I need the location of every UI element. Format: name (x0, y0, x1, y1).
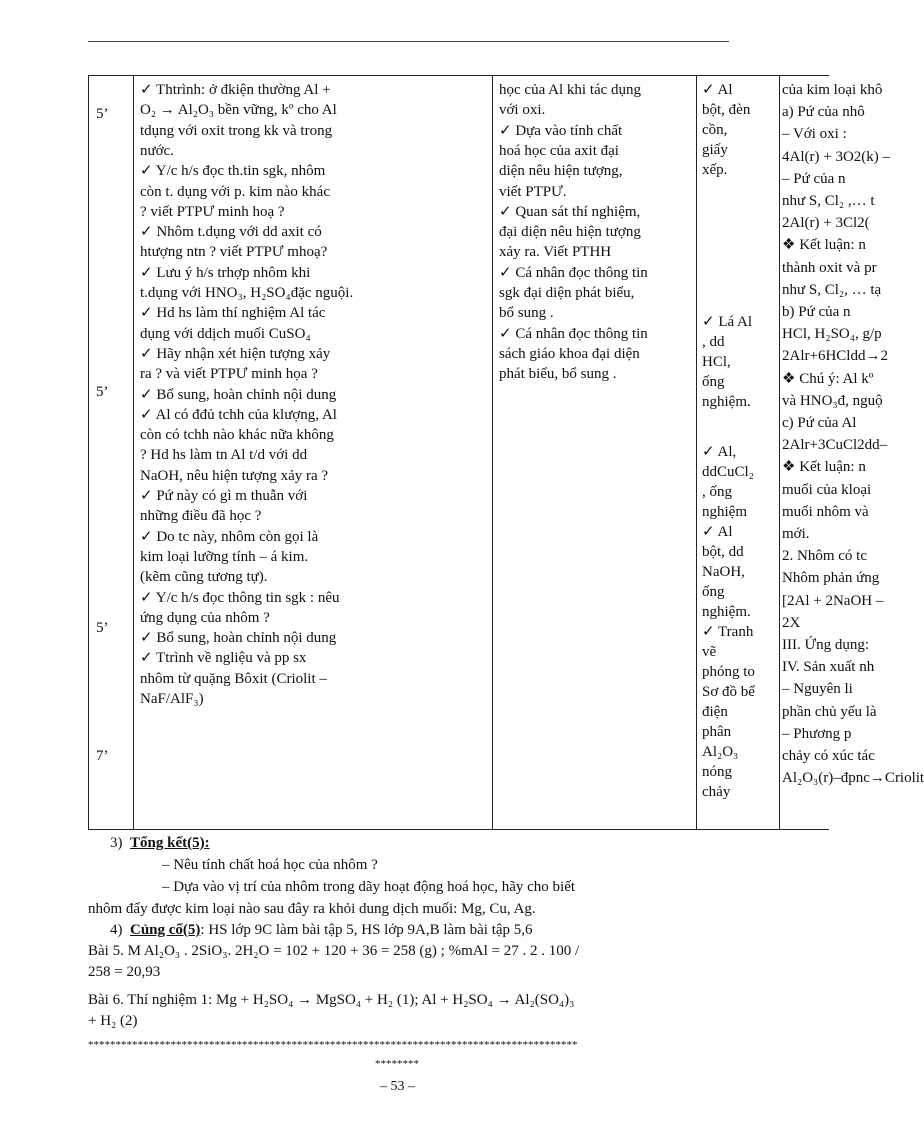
consolidation-line: 4) Củng cố(5): HS lớp 9C làm bài tập 5, HS lớp 9A,B làm bài tập 5,6 (110, 922, 533, 938)
exercise-5-line: Bài 5. M Al₂O₃ . 2SiO₃. 2H₂O = 102 + 120 + 36 = 258 (g) ; %mAl = 27 . 2 . 100 / (88, 943, 580, 959)
materials-line: xếp. (702, 162, 728, 178)
teacher-line: NaF/AlF₃) (140, 691, 204, 707)
student-line: ✓ Cá nhân đọc thông tin (499, 264, 648, 281)
content-line: – Với oxi : (782, 126, 847, 143)
lesson-table (88, 75, 924, 830)
materials-line: ✓ Lá Al (702, 314, 753, 330)
materials-line: ✓ Tranh (702, 624, 754, 640)
materials-line: ống (702, 584, 725, 600)
student-line: phát biểu, bổ sung . (499, 366, 617, 383)
materials-line: giấy (702, 142, 728, 158)
teacher-line: ✓ Al có đđủ tchh của klượng, Al (140, 406, 337, 423)
content-line: [2Al + 2NaOH – (782, 592, 884, 609)
materials-line: bột, dd (702, 544, 744, 560)
materials-line: điện (702, 704, 728, 720)
content-column (779, 76, 924, 829)
teacher-line: ✓ Do tc này, nhôm còn gọi là (140, 528, 319, 545)
teacher-line: (kẽm cũng tương tự). (140, 569, 268, 586)
student-line: đại diện nêu hiện tượng (499, 224, 641, 241)
materials-line: ✓ Al (702, 82, 733, 98)
materials-line: nghiệm (702, 504, 747, 520)
materials-line: phóng to (702, 664, 755, 680)
teacher-line: còn có tchh nào khác nữa không (140, 427, 334, 444)
materials-line: HCl, (702, 354, 731, 370)
content-line: phần chủ yếu là (782, 703, 877, 720)
teacher-line: kim loại lưỡng tính – á kim. (140, 548, 309, 565)
materials-line: ✓ Al, (702, 444, 737, 460)
student-line: với oxi. (499, 102, 546, 119)
header-rule (88, 41, 729, 42)
content-line: 2X (782, 614, 801, 631)
content-line: ❖ Chú ý: Al kº (782, 370, 874, 387)
materials-line: ✓ Al (702, 524, 733, 540)
content-line: – Phương p (782, 725, 852, 742)
content-line: muối của kloại (782, 481, 872, 498)
content-line: c) Pứ của Al (782, 415, 857, 431)
content-line: 2Alr+3CuCl2dd– (782, 437, 888, 454)
student-line: hoá học của axit đại (499, 142, 619, 159)
content-line: III. Ứng dụng: (782, 637, 870, 653)
teacher-line: ✓ Y/c h/s đọc th.tin sgk, nhôm (140, 163, 326, 180)
content-line: của kim loại khô (782, 82, 883, 98)
teacher-line: ra ? và viết PTPƯ minh họa ? (140, 366, 318, 383)
content-line: ❖ Kết luận: n (782, 459, 866, 476)
teacher-line: ✓ Y/c h/s đọc thông tin sgk : nêu (140, 589, 340, 606)
teacher-line: nước. (140, 142, 174, 159)
teacher-line: nhôm từ quặng Bôxit (Criolit – (140, 670, 327, 687)
teacher-activity-column (133, 76, 493, 829)
content-line: IV. Sản xuất nh (782, 659, 875, 676)
content-line: Nhôm phản ứng (782, 570, 880, 587)
content-line: thành oxit và pr (782, 259, 877, 276)
teacher-line: ✓ Bổ sung, hoàn chỉnh nội dung (140, 386, 337, 403)
footer-stars: ***************************************************************************************** (88, 1039, 578, 1051)
content-line: 2. Nhôm có tc (782, 548, 867, 565)
teacher-line: ? Hd hs làm tn Al t/d với dd (140, 447, 308, 464)
teacher-line: NaOH, nêu hiện tượng xảy ra ? (140, 467, 329, 484)
student-line: viết PTPƯ. (499, 183, 567, 200)
time-cell: 7’ (96, 748, 109, 764)
content-line: – Pứ của n (782, 170, 846, 187)
summary-question-2-cont: nhôm đẩy được kim loại nào sau đây ra khỏi dung dịch muối: Mg, Cu, Ag. (88, 901, 536, 917)
materials-line: ddCuCl₂ (702, 464, 754, 480)
teacher-line: ✓ Hd hs làm thí nghiệm Al tác (140, 305, 326, 322)
materials-line: Al₂O₃ (702, 744, 739, 760)
teacher-line: ✓ Pứ này có gì m thuẫn với (140, 488, 308, 504)
materials-line: NaOH, (702, 564, 745, 580)
student-line: xảy ra. Viết PTHH (499, 244, 612, 261)
content-line: a) Pứ của nhô (782, 104, 865, 121)
content-line: muối nhôm và (782, 503, 869, 520)
teacher-line: O₂ → Al₂O₃ bền vững, kº cho Al (140, 102, 337, 119)
time-cell: 5’ (96, 106, 109, 122)
teacher-line: ✓ Ttrình về ngliệu và pp sx (140, 650, 307, 667)
time-column (89, 76, 134, 829)
content-line: HCl, H₂SO₄, g/p (782, 326, 882, 343)
exercise-6-cont: + H₂ (2) (88, 1013, 138, 1029)
student-line: học của Al khi tác dụng (499, 82, 642, 98)
student-line: ✓ Cá nhân đọc thông tin (499, 325, 648, 342)
teacher-line: t.dụng với HNO₃, H₂SO₄đặc nguội. (140, 285, 354, 301)
summary-question-2: – Dựa vào vị trí của nhôm trong dãy hoạt động hoá học, hãy cho biết (162, 879, 576, 895)
content-line: chảy có xúc tác (782, 748, 875, 764)
student-line: bổ sung . (499, 305, 554, 322)
materials-column (696, 76, 780, 829)
teacher-line: tdụng với oxit trong kk và trong (140, 122, 333, 139)
summary-heading: 3) Tổng kết(5): (110, 835, 210, 851)
teacher-line: ✓ Thtrình: ở đkiện thường Al + (140, 82, 331, 98)
content-line: 4Al(r) + 3O2(k) – (782, 148, 891, 165)
content-line: và HNO₃đ, nguộ (782, 392, 883, 409)
content-line: như S, Cl₂, … tạ (782, 281, 882, 298)
materials-line: nghiệm. (702, 604, 751, 620)
materials-line: bột, đèn (702, 102, 751, 118)
materials-line: ống (702, 374, 725, 390)
summary-title: Tổng kết(5): (130, 835, 210, 851)
teacher-line: ✓ Bổ sung, hoàn chỉnh nội dung (140, 630, 337, 647)
teacher-line: ✓ Nhôm t.dụng với dd axit có (140, 224, 322, 241)
teacher-line: htượng ntn ? viết PTPƯ mhoạ? (140, 244, 328, 261)
teacher-line: dụng với ddịch muối CuSO₄ (140, 325, 311, 342)
time-cell: 5’ (96, 384, 109, 400)
content-line: 2Alr+6HCldd→2 (782, 348, 888, 365)
student-line: ✓ Quan sát thí nghiệm, (499, 203, 641, 220)
exercise-5-cont: 258 = 20,93 (88, 964, 161, 980)
student-line: sgk đại diện phát biểu, (499, 285, 635, 301)
content-line: như S, Cl₂ ,… t (782, 193, 875, 209)
teacher-line: những điều đã học ? (140, 508, 262, 525)
time-cell: 5’ (96, 620, 109, 636)
exercise-6-line: Bài 6. Thí nghiệm 1: Mg + H₂SO₄ → MgSO₄ + H₂ (1); Al + H₂SO₄ → Al₂(SO₄)₃ (88, 992, 575, 1008)
teacher-line: còn t. dụng với p. kim nào khác (140, 183, 330, 200)
summary-question-1: – Nêu tính chất hoá học của nhôm ? (162, 857, 378, 873)
materials-line: , ống (702, 484, 732, 500)
content-line: b) Pứ của n (782, 304, 851, 320)
materials-line: vẽ (702, 644, 717, 660)
teacher-line: ? viết PTPƯ minh hoạ ? (140, 203, 285, 220)
materials-line: , dd (702, 334, 725, 350)
content-line: ❖ Kết luận: n (782, 237, 866, 254)
teacher-line: ✓ Hãy nhận xét hiện tượng xảy (140, 345, 331, 362)
page-number: – 53 – (380, 1079, 415, 1094)
materials-line: chảy (702, 784, 731, 800)
content-line: Al₂O₃(r)–đpnc→Criolit (782, 770, 924, 787)
materials-line: Sơ đồ bể (702, 684, 755, 700)
content-line: – Nguyên li (782, 681, 853, 698)
materials-line: nóng (702, 764, 732, 780)
materials-line: cồn, (702, 122, 728, 138)
student-line: ✓ Dựa vào tính chất (499, 122, 623, 139)
content-line: 2Al(r) + 3Cl2( (782, 215, 870, 232)
teacher-line: ứng dụng của nhôm ? (140, 609, 270, 626)
content-line: mới. (782, 526, 810, 542)
footer-stars-short: ******** (375, 1058, 419, 1070)
student-line: diện nêu hiện tượng, (499, 163, 623, 180)
materials-line: phân (702, 724, 732, 740)
student-line: sách giáo khoa đại diện (499, 345, 640, 362)
teacher-line: ✓ Lưu ý h/s trhợp nhôm khi (140, 264, 311, 281)
student-activity-column (492, 76, 697, 829)
consolidation-title: Củng cố(5) (130, 922, 201, 938)
materials-line: nghiệm. (702, 394, 751, 410)
